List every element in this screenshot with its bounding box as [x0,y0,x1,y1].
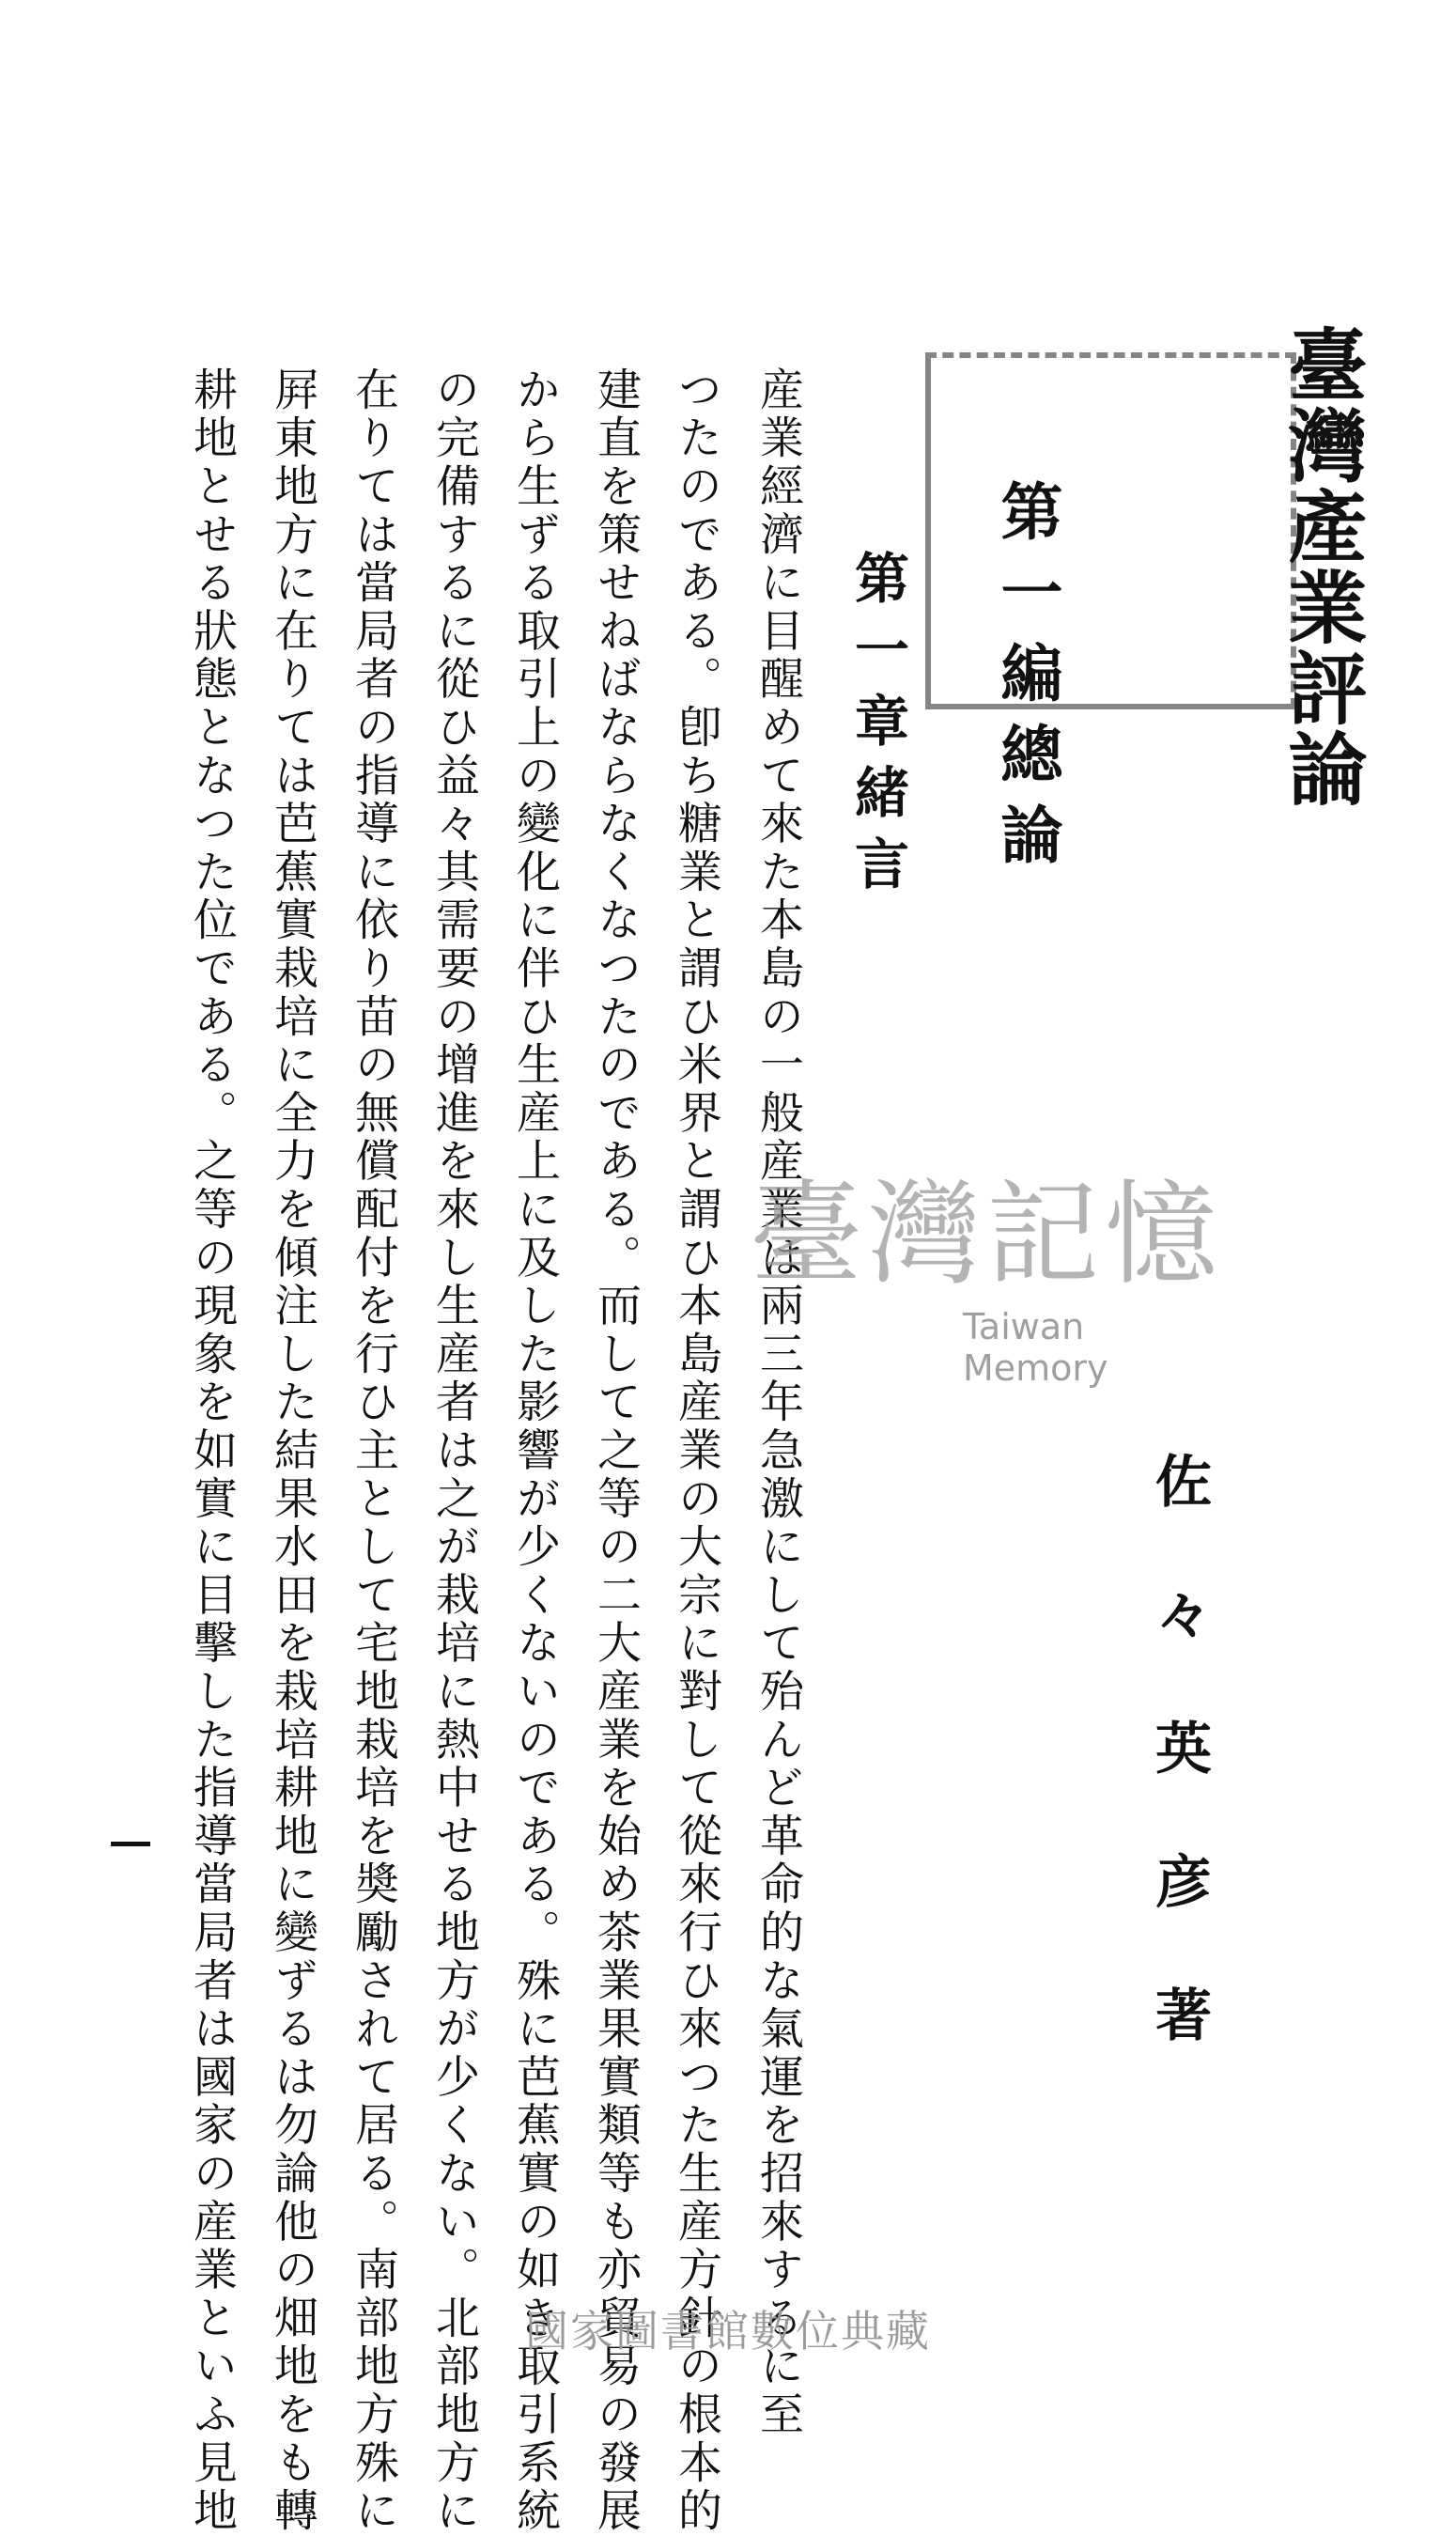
body-column: 建直を策せねばならなくなつたのである。而して之等の二大産業を始め茶業果實類等も亦貿易の發展 [590,366,642,2536]
book-title: 臺灣產業評論 [1276,324,1369,809]
body-column: 産業經濟に目醒めて來た本島の一般産業は兩三年急激にして殆んど革命的な氣運を招來するに至 [752,366,804,2439]
body-column: 耕地とせる狀態となつた位である。之等の現象を如實に目擊した指導當局者は國家の産業といふ見地 [186,366,238,2536]
author-byline: 佐々英彦著 [1146,1452,1212,2119]
body-column: の完備するに從ひ益々其需要の增進を來し生産者は之が栽培に熱中せる地方が少くない。北部地方に [428,366,480,2536]
body-column: 在りては當局者の指導に依り苗の無償配付を行ひ主として宅地栽培を奬勵されて居る。南部地方殊に [348,366,399,2536]
watermark [733,1170,1240,1389]
chapter-heading: 第一章緒言 [845,550,909,907]
part-heading: 第一編總論 [990,479,1063,883]
body-column: 屛東地方に在りては芭蕉實栽培に全力を傾注した結果水田を栽培耕地に變ずるは勿論他の畑地をも轉 [267,366,318,2536]
stamp-frame [925,352,1296,709]
watermark-latin: Taiwan Memory [963,1306,1108,1389]
body-column: つたのである。卽ち糖業と謂ひ米界と謂ひ本島産業の大宗に對して從來行ひ來つた生産方針の根本的 [671,366,722,2536]
footer-collection-label: 國家圖書館數位典藏 [525,2306,931,2357]
page-number [111,1842,150,1846]
body-column: から生ずる取引上の變化に伴ひ生産上に及した影響が少くないのである。殊に芭蕉實の如き取引系統 [509,366,561,2536]
watermark-characters: 臺灣記憶 [750,1170,1223,1300]
